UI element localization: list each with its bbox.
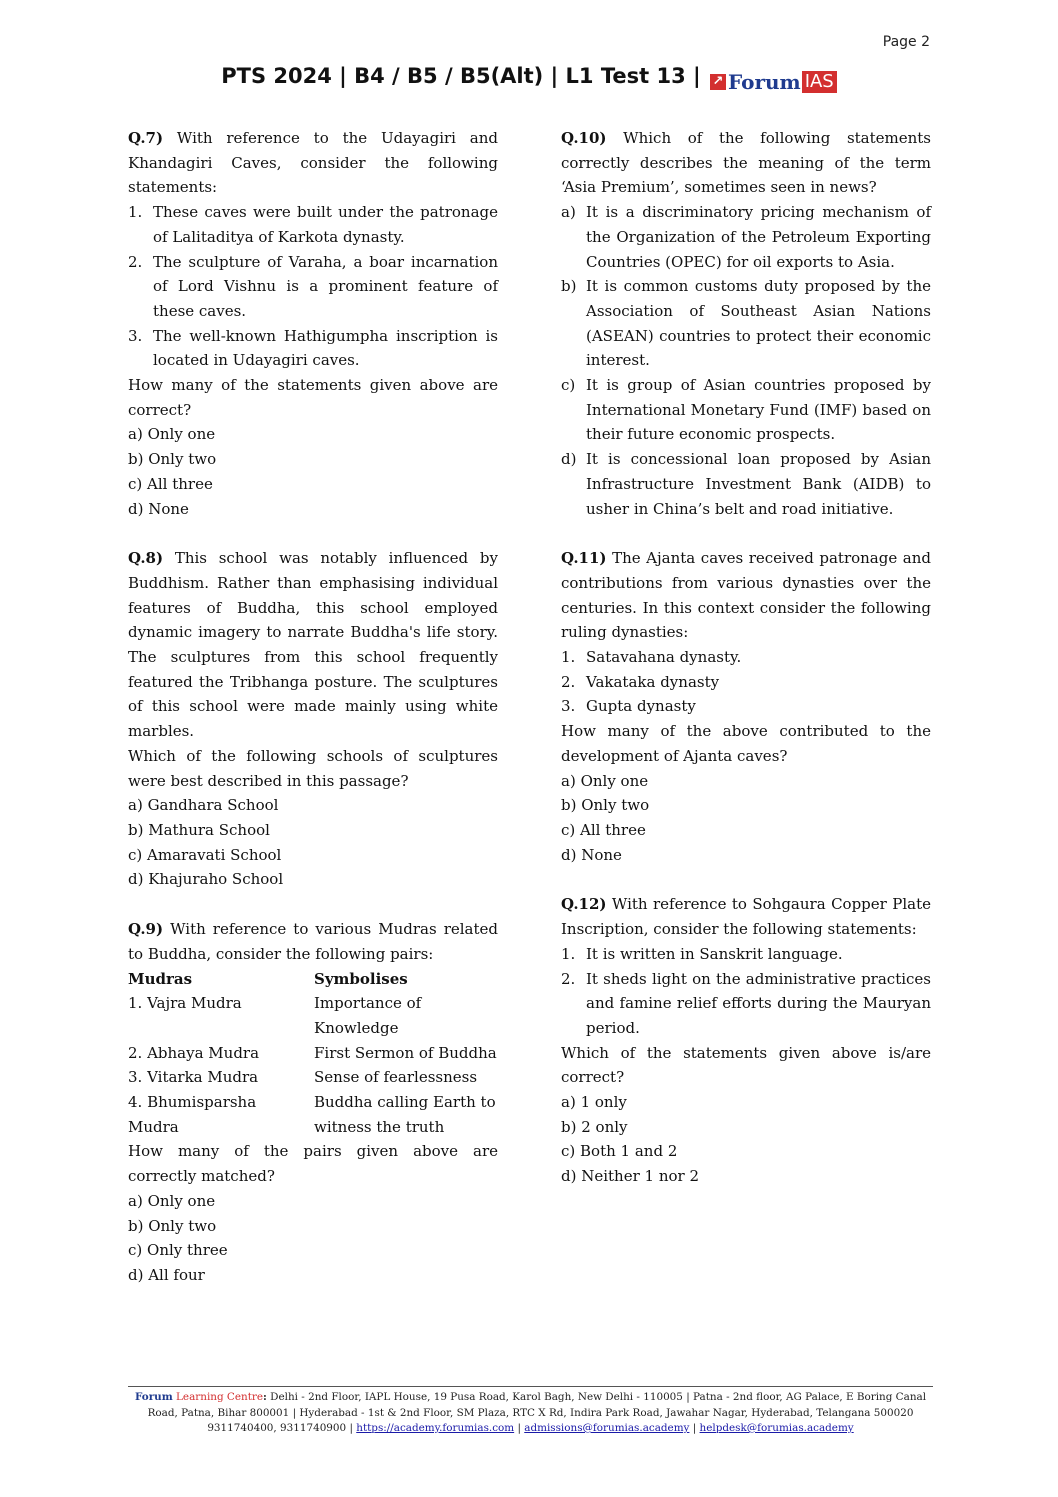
stem-text: With reference to the Udayagiri and Khandagiri Caves, consider the following statements: — [128, 129, 498, 197]
option-text: It is concessional loan proposed by Asian Infrastructure Investment Bank (AIDB) to usher in China’s belt and road initiative. — [586, 450, 931, 518]
stem-text: With reference to Sohgaura Copper Plate Inscription, consider the following statements: — [561, 895, 931, 939]
pair-symbol: Importance of Knowledge — [314, 994, 422, 1037]
option: d) Neither 1 nor 2 — [561, 1167, 700, 1186]
statement-text: It sheds light on the administrative practices and famine relief efforts during the Mauryan period. — [586, 969, 931, 1037]
question-number: Q.10) — [561, 129, 607, 147]
statement-list — [128, 200, 498, 373]
option-text: It is a discriminatory pricing mechanism of the Organization of the Petroleum Exporting Countries (OPEC) for oil exports to Asia. — [586, 203, 931, 271]
question-number: Q.8) — [128, 549, 164, 568]
question-10 — [561, 126, 931, 521]
forumias-logo — [710, 70, 837, 94]
stem-text: With reference to various Mudras related to Buddha, consider the following pairs: — [128, 920, 498, 963]
footer-separator: | — [514, 1422, 525, 1434]
question-9 — [128, 917, 498, 1288]
statement — [561, 694, 931, 719]
pairs-header-mudras: Mudras — [128, 969, 193, 988]
right-column — [561, 126, 931, 1214]
question-prompt: Which of the statements given above is/are correct? — [561, 1043, 931, 1087]
footer-addresses: Delhi - 2nd Floor, IAPL House, 19 Pusa Road, Karol Bagh, New Delhi - 110005 | Patna - 2nd floor, AG Palace, E Boring Canal Road, Patna, Bihar 800001 | Hyderabad - 1st & 2nd Floor, SM Plaza, RTC X Rd, Indira Park Road, Jawahar Nagar, Hyderabad, Telangana 500020 — [147, 1391, 927, 1419]
option: d) All four — [128, 1265, 205, 1284]
statement-number: 3. — [561, 697, 576, 716]
footer-phones: 9311740400, 9311740900 — [207, 1422, 347, 1434]
pairs-table — [128, 967, 498, 1140]
pair-mudra: 4. Bhumisparsha Mudra — [128, 1093, 257, 1136]
pairs-header-symbolises: Symbolises — [314, 969, 408, 988]
statement-number: 2. — [561, 969, 576, 988]
statement-number: 1. — [561, 648, 576, 667]
page-footer — [128, 1386, 933, 1437]
question-7 — [128, 126, 498, 521]
option: c) All three — [128, 474, 213, 493]
option-text: It is group of Asian countries proposed by International Monetary Fund (IMF) based on their future economic prospects. — [586, 376, 931, 444]
option: a) Only one — [128, 1191, 216, 1210]
statement-list — [561, 645, 931, 719]
question-number: Q.9) — [128, 920, 164, 939]
statement-text: Gupta dynasty — [586, 697, 696, 716]
question-stem — [128, 917, 498, 966]
statement-number: 2. — [561, 672, 576, 691]
option: a) 1 only — [561, 1093, 627, 1112]
question-prompt: Which of the following schools of sculptures were best described in this passage? — [128, 746, 498, 790]
option-letter: c) — [561, 376, 576, 395]
question-number: Q.7) — [128, 129, 164, 147]
statement-text: The sculpture of Varaha, a boar incarnation of Lord Vishnu is a prominent feature of these caves. — [153, 252, 498, 320]
question-stem — [561, 126, 931, 200]
footer-colon: : — [263, 1391, 267, 1403]
option: c) All three — [561, 820, 646, 839]
statement-text: Vakataka dynasty — [586, 672, 720, 691]
option — [561, 200, 931, 274]
footer-separator: | — [689, 1422, 700, 1434]
left-column — [128, 126, 498, 1313]
statement-text: It is written in Sanskrit language. — [586, 944, 843, 963]
statement-list — [561, 942, 931, 1041]
pair-mudra: 3. Vitarka Mudra — [128, 1068, 259, 1087]
statement — [128, 200, 498, 249]
option: b) Only two — [561, 796, 650, 815]
question-prompt: How many of the above contributed to the development of Ajanta caves? — [561, 722, 931, 765]
option-list — [561, 200, 931, 521]
footer-brand-learning-centre: Learning Centre — [172, 1391, 263, 1403]
academy-link[interactable]: https://academy.forumias.com — [356, 1422, 515, 1434]
statement — [128, 250, 498, 324]
statement-number: 2. — [128, 252, 143, 271]
option-letter: b) — [561, 277, 577, 296]
option: c) Amaravati School — [128, 845, 282, 864]
option: b) Mathura School — [128, 820, 270, 839]
statement-text: These caves were built under the patronage of Lalitaditya of Karkota dynasty. — [153, 203, 498, 246]
header-title: PTS 2024 | B4 / B5 / B5(Alt) | L1 Test 13 | — [221, 64, 701, 88]
stem-text: The Ajanta caves received patronage and contributions from various dynasties over the centuries. In this context consider the following ruling dynasties: — [561, 549, 931, 642]
option: a) Only one — [128, 425, 216, 444]
statement — [128, 324, 498, 373]
logo-ias-text: IAS — [802, 71, 837, 93]
pair-symbol: Buddha calling Earth to witness the truth — [314, 1093, 496, 1136]
option — [561, 373, 931, 447]
question-11 — [561, 546, 931, 867]
logo-arrow-icon: ↗ — [710, 74, 726, 90]
option: b) 2 only — [561, 1117, 628, 1136]
option: b) Only two — [128, 450, 217, 469]
option: c) Only three — [128, 1241, 228, 1260]
footer-brand-forum: Forum — [134, 1391, 173, 1403]
option: d) None — [128, 499, 189, 518]
logo-forum-text: Forum — [728, 70, 801, 94]
pair-symbol: First Sermon of Buddha — [314, 1043, 497, 1062]
option: c) Both 1 and 2 — [561, 1142, 678, 1161]
statement — [561, 670, 931, 695]
option: a) Only one — [561, 771, 649, 790]
pair-mudra: 1. Vajra Mudra — [128, 994, 242, 1013]
option-letter: a) — [561, 203, 576, 222]
question-stem — [128, 546, 498, 744]
question-prompt: How many of the statements given above are correct? — [128, 376, 498, 419]
page-header — [0, 64, 1058, 94]
question-12 — [561, 892, 931, 1188]
question-8 — [128, 546, 498, 892]
admissions-email-link[interactable]: admissions@forumias.academy — [524, 1422, 690, 1434]
question-stem — [128, 126, 498, 200]
option: d) Khajuraho School — [128, 870, 284, 889]
option-text: It is common customs duty proposed by the Association of Southeast Asian Nations (ASEAN) countries to protect their economic interest. — [586, 277, 931, 370]
option — [561, 274, 931, 373]
pair-mudra: 2. Abhaya Mudra — [128, 1043, 260, 1062]
footer-separator: | — [346, 1422, 357, 1434]
statement-number: 1. — [561, 944, 576, 963]
question-number: Q.12) — [561, 895, 607, 914]
option-letter: d) — [561, 450, 577, 469]
question-number: Q.11) — [561, 549, 607, 568]
option: b) Only two — [128, 1216, 217, 1235]
option: d) None — [561, 845, 622, 864]
question-stem — [561, 892, 931, 941]
statement — [561, 942, 931, 967]
stem-text: This school was notably influenced by Buddhism. Rather than emphasising individual features of Buddha, this school employed dynamic imagery to narrate Buddha's life story. The sculptures from this school frequently featured the Tribhanga posture. The sculptures of this school were made mainly using white marbles. — [128, 549, 498, 741]
statement — [561, 645, 931, 670]
page-number: Page 2 — [882, 34, 930, 50]
question-stem — [561, 546, 931, 645]
stem-text: Which of the following statements correctly describes the meaning of the term ‘Asia Premium’, sometimes seen in news? — [561, 129, 931, 197]
option — [561, 447, 931, 521]
question-prompt: How many of the pairs given above are correctly matched? — [128, 1142, 498, 1186]
pair-symbol: Sense of fearlessness — [314, 1068, 478, 1087]
statement-text: The well-known Hathigumpha inscription is located in Udayagiri caves. — [153, 326, 498, 370]
statement — [561, 967, 931, 1041]
statement-text: Satavahana dynasty. — [586, 648, 742, 667]
statement-number: 3. — [128, 326, 143, 345]
option: a) Gandhara School — [128, 796, 279, 815]
statement-number: 1. — [128, 203, 143, 222]
helpdesk-email-link[interactable]: helpdesk@forumias.academy — [699, 1422, 854, 1434]
